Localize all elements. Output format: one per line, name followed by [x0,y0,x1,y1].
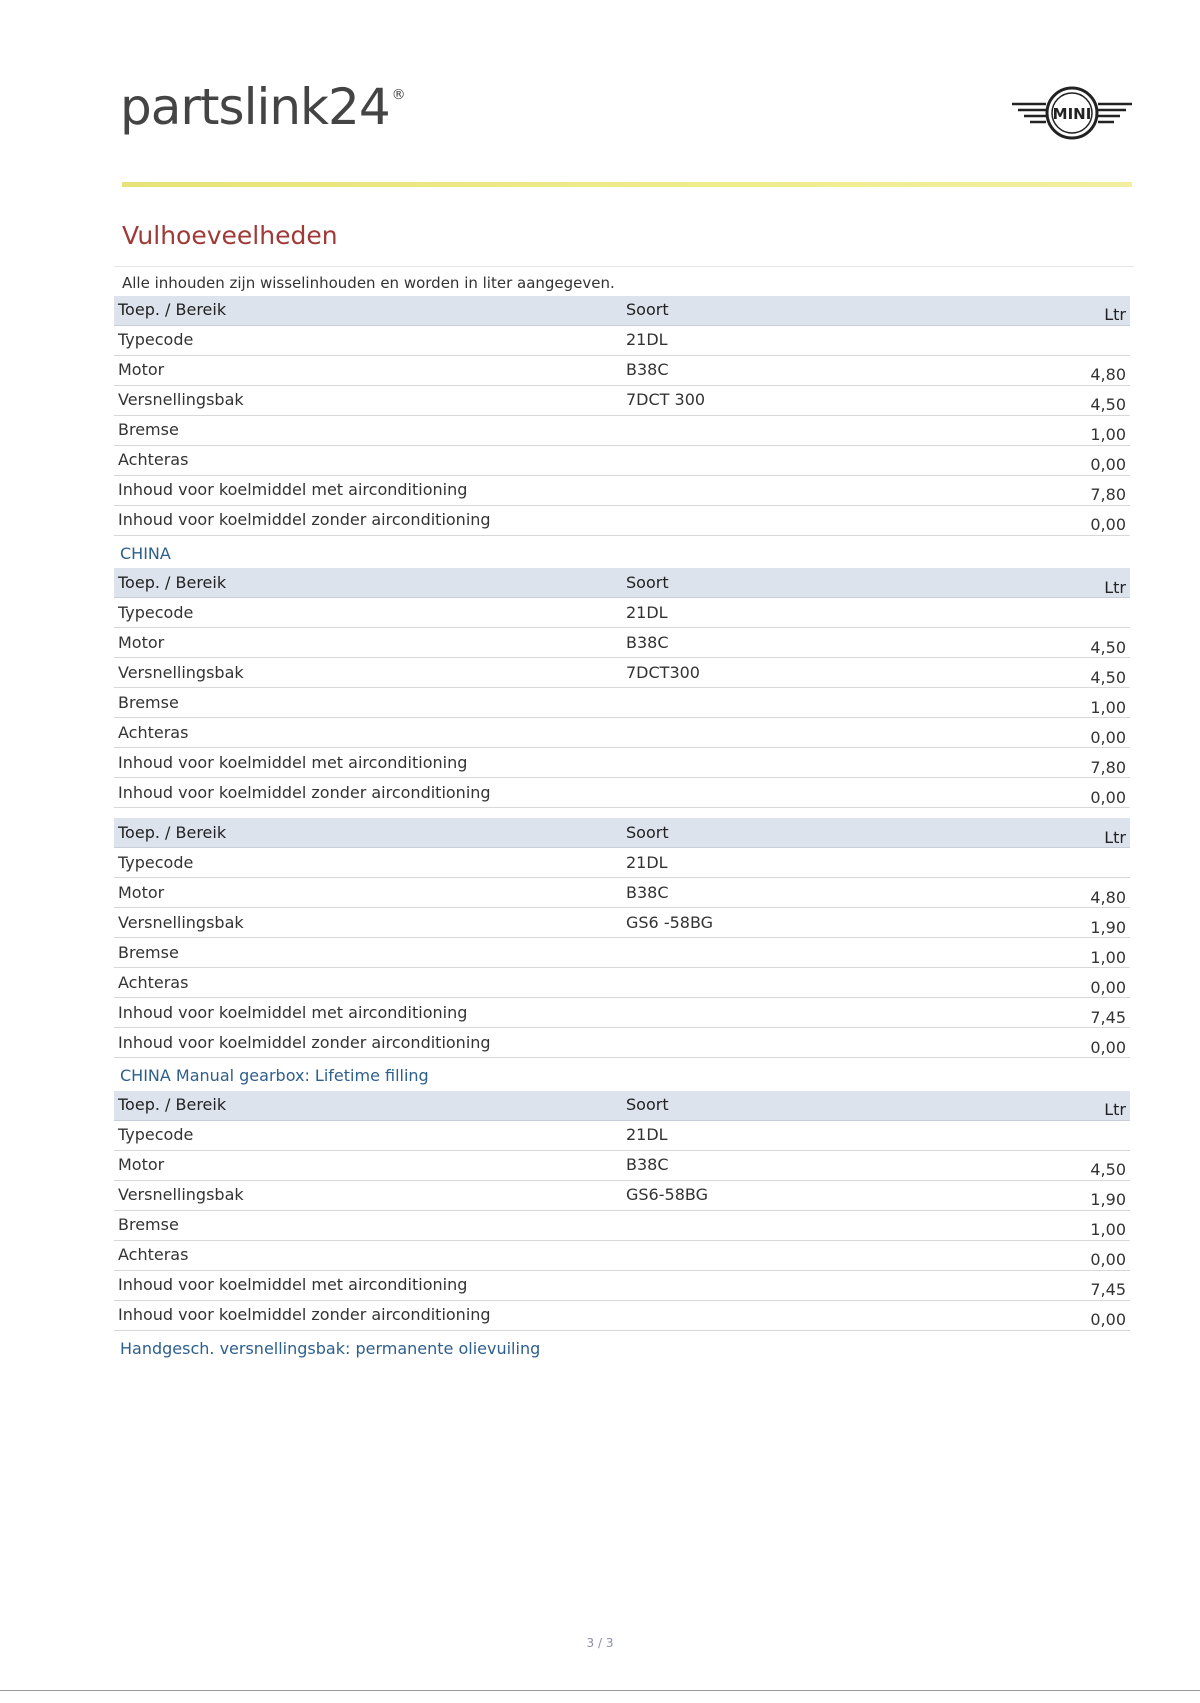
row-label: Versnellingsbak [114,1180,622,1210]
row-liters [960,1240,1130,1270]
liters-value: 0,00 [1090,727,1126,747]
column-header-label: Ltr [1104,305,1126,325]
column-header: Toep. / Bereik [114,568,622,598]
table-row [114,355,1130,385]
row-label: Typecode [114,598,622,628]
row-type [622,718,960,748]
row-liters [960,718,1130,748]
table-row [114,475,1130,505]
row-type [622,415,960,445]
liters-value: 0,00 [1090,1310,1126,1330]
liters-value: 4,80 [1090,365,1126,385]
table-row [114,1028,1130,1058]
row-type [622,1300,960,1330]
row-type [622,505,960,535]
row-liters [960,1270,1130,1300]
row-type [622,1028,960,1058]
row-liters [960,1150,1130,1180]
table-note: Handgesch. versnellingsbak: permanente olievuiling [120,1338,541,1358]
table-header-row [114,1091,1130,1121]
row-liters [960,1028,1130,1058]
row-label: Versnellingsbak [114,385,622,415]
table-row [114,415,1130,445]
partslink24-logo [120,78,405,136]
table-row [114,1270,1130,1300]
column-header: Soort [622,818,960,848]
row-label: Motor [114,355,622,385]
fill-table [114,296,1130,536]
row-label: Typecode [114,848,622,878]
row-liters [960,748,1130,778]
column-header [960,296,1130,326]
row-liters [960,445,1130,475]
liters-value: 7,45 [1090,1280,1126,1300]
row-liters [960,968,1130,998]
column-header: Toep. / Bereik [114,296,622,326]
liters-value: 0,00 [1090,1250,1126,1270]
row-type: 21DL [622,325,960,355]
row-liters [960,505,1130,535]
table-row [114,968,1130,998]
column-header: Toep. / Bereik [114,1091,622,1121]
row-type: 21DL [622,1120,960,1150]
liters-value: 1,00 [1090,947,1126,967]
liters-value: 0,00 [1090,787,1126,807]
table-row [114,878,1130,908]
row-type [622,445,960,475]
table-row [114,718,1130,748]
row-label: Achteras [114,1240,622,1270]
row-liters [960,878,1130,908]
fill-table [114,568,1130,808]
row-type [622,688,960,718]
row-type [622,475,960,505]
liters-value: 1,90 [1090,917,1126,937]
table-row [114,1210,1130,1240]
table-row [114,325,1130,355]
liters-value: 4,50 [1090,395,1126,415]
row-liters [960,848,1130,878]
row-liters [960,325,1130,355]
table-row [114,505,1130,535]
table-row [114,598,1130,628]
row-type: 21DL [622,598,960,628]
liters-value: 0,00 [1090,1037,1126,1057]
row-type: B38C [622,355,960,385]
row-label: Bremse [114,1210,622,1240]
row-label: Inhoud voor koelmiddel zonder airconditioning [114,1028,622,1058]
row-label: Motor [114,1150,622,1180]
liters-value: 4,50 [1090,1160,1126,1180]
mini-brand-logo-icon [1012,86,1132,142]
row-label: Bremse [114,688,622,718]
intro-text: Alle inhouden zijn wisselinhouden en worden in liter aangegeven. [114,266,1134,296]
row-type [622,938,960,968]
row-liters [960,1210,1130,1240]
row-label: Achteras [114,445,622,475]
row-label: Inhoud voor koelmiddel zonder airconditioning [114,778,622,808]
row-type: GS6 -58BG [622,908,960,938]
row-liters [960,628,1130,658]
row-label: Motor [114,878,622,908]
row-liters [960,355,1130,385]
table-row [114,1240,1130,1270]
row-label: Bremse [114,415,622,445]
logo-text: partslink24 [120,78,390,136]
row-type: 7DCT300 [622,658,960,688]
row-type: B38C [622,878,960,908]
column-header-label: Ltr [1104,827,1126,847]
row-label: Inhoud voor koelmiddel zonder airconditioning [114,505,622,535]
column-header: Soort [622,568,960,598]
liters-value: 7,80 [1090,485,1126,505]
table-row [114,998,1130,1028]
row-type: B38C [622,628,960,658]
table-row [114,445,1130,475]
row-liters [960,688,1130,718]
row-label: Achteras [114,718,622,748]
liters-value: 4,80 [1090,887,1126,907]
row-label: Typecode [114,325,622,355]
liters-value: 0,00 [1090,977,1126,997]
column-header: Toep. / Bereik [114,818,622,848]
row-type: B38C [622,1150,960,1180]
table-row [114,938,1130,968]
row-liters [960,598,1130,628]
page-number: 3 / 3 [586,1636,614,1650]
brand-text: MINI [1052,105,1092,123]
table-row [114,658,1130,688]
liters-value: 0,00 [1090,455,1126,475]
row-label: Versnellingsbak [114,908,622,938]
table-row [114,688,1130,718]
table-row [114,1120,1130,1150]
row-label: Inhoud voor koelmiddel met airconditioning [114,998,622,1028]
row-label: Inhoud voor koelmiddel met airconditioning [114,1270,622,1300]
column-header: Soort [622,1091,960,1121]
page-title: Vulhoeveelheden [122,220,338,250]
column-header-label: Ltr [1104,1100,1126,1120]
liters-value: 1,90 [1090,1190,1126,1210]
row-type [622,748,960,778]
table-note: CHINA [120,543,171,563]
liters-value: 4,50 [1090,667,1126,687]
table-note: CHINA Manual gearbox: Lifetime filling [120,1066,429,1086]
table-row [114,908,1130,938]
table-row [114,1150,1130,1180]
row-label: Inhoud voor koelmiddel met airconditioning [114,748,622,778]
row-liters [960,908,1130,938]
liters-value: 7,45 [1090,1007,1126,1027]
row-liters [960,415,1130,445]
column-header [960,818,1130,848]
column-header [960,1091,1130,1121]
row-liters [960,938,1130,968]
liters-value: 7,80 [1090,757,1126,777]
bottom-divider [0,1690,1200,1691]
row-label: Inhoud voor koelmiddel zonder airconditioning [114,1300,622,1330]
row-liters [960,778,1130,808]
row-type [622,778,960,808]
table-row [114,1180,1130,1210]
row-type: 21DL [622,848,960,878]
row-label: Versnellingsbak [114,658,622,688]
row-label: Bremse [114,938,622,968]
row-label: Achteras [114,968,622,998]
table-header-row [114,296,1130,326]
liters-value: 1,00 [1090,1220,1126,1240]
liters-value: 0,00 [1090,515,1126,535]
table-row [114,1300,1130,1330]
tables-container [114,296,1134,1364]
row-liters [960,385,1130,415]
liters-value: 4,50 [1090,637,1126,657]
table-row [114,385,1130,415]
row-label: Motor [114,628,622,658]
row-label: Typecode [114,1120,622,1150]
row-liters [960,475,1130,505]
row-liters [960,1120,1130,1150]
row-type [622,1270,960,1300]
column-header: Soort [622,296,960,326]
fill-table [114,818,1130,1058]
column-header-label: Ltr [1104,577,1126,597]
table-header-row [114,818,1130,848]
table-spacer [114,808,1134,818]
table-row [114,628,1130,658]
fill-table [114,1091,1130,1331]
table-row [114,778,1130,808]
row-liters [960,1300,1130,1330]
row-liters [960,1180,1130,1210]
row-liters [960,998,1130,1028]
row-type [622,998,960,1028]
logo-registered-mark: ® [391,87,405,103]
row-type: 7DCT 300 [622,385,960,415]
liters-value: 1,00 [1090,697,1126,717]
column-header [960,568,1130,598]
row-label: Inhoud voor koelmiddel met airconditioning [114,475,622,505]
row-type [622,1240,960,1270]
table-header-row [114,568,1130,598]
fill-quantities-content [114,266,1134,1363]
row-type [622,968,960,998]
liters-value: 1,00 [1090,425,1126,445]
row-type: GS6-58BG [622,1180,960,1210]
row-type [622,1210,960,1240]
table-row [114,848,1130,878]
row-liters [960,658,1130,688]
header-divider [122,182,1132,187]
table-row [114,748,1130,778]
